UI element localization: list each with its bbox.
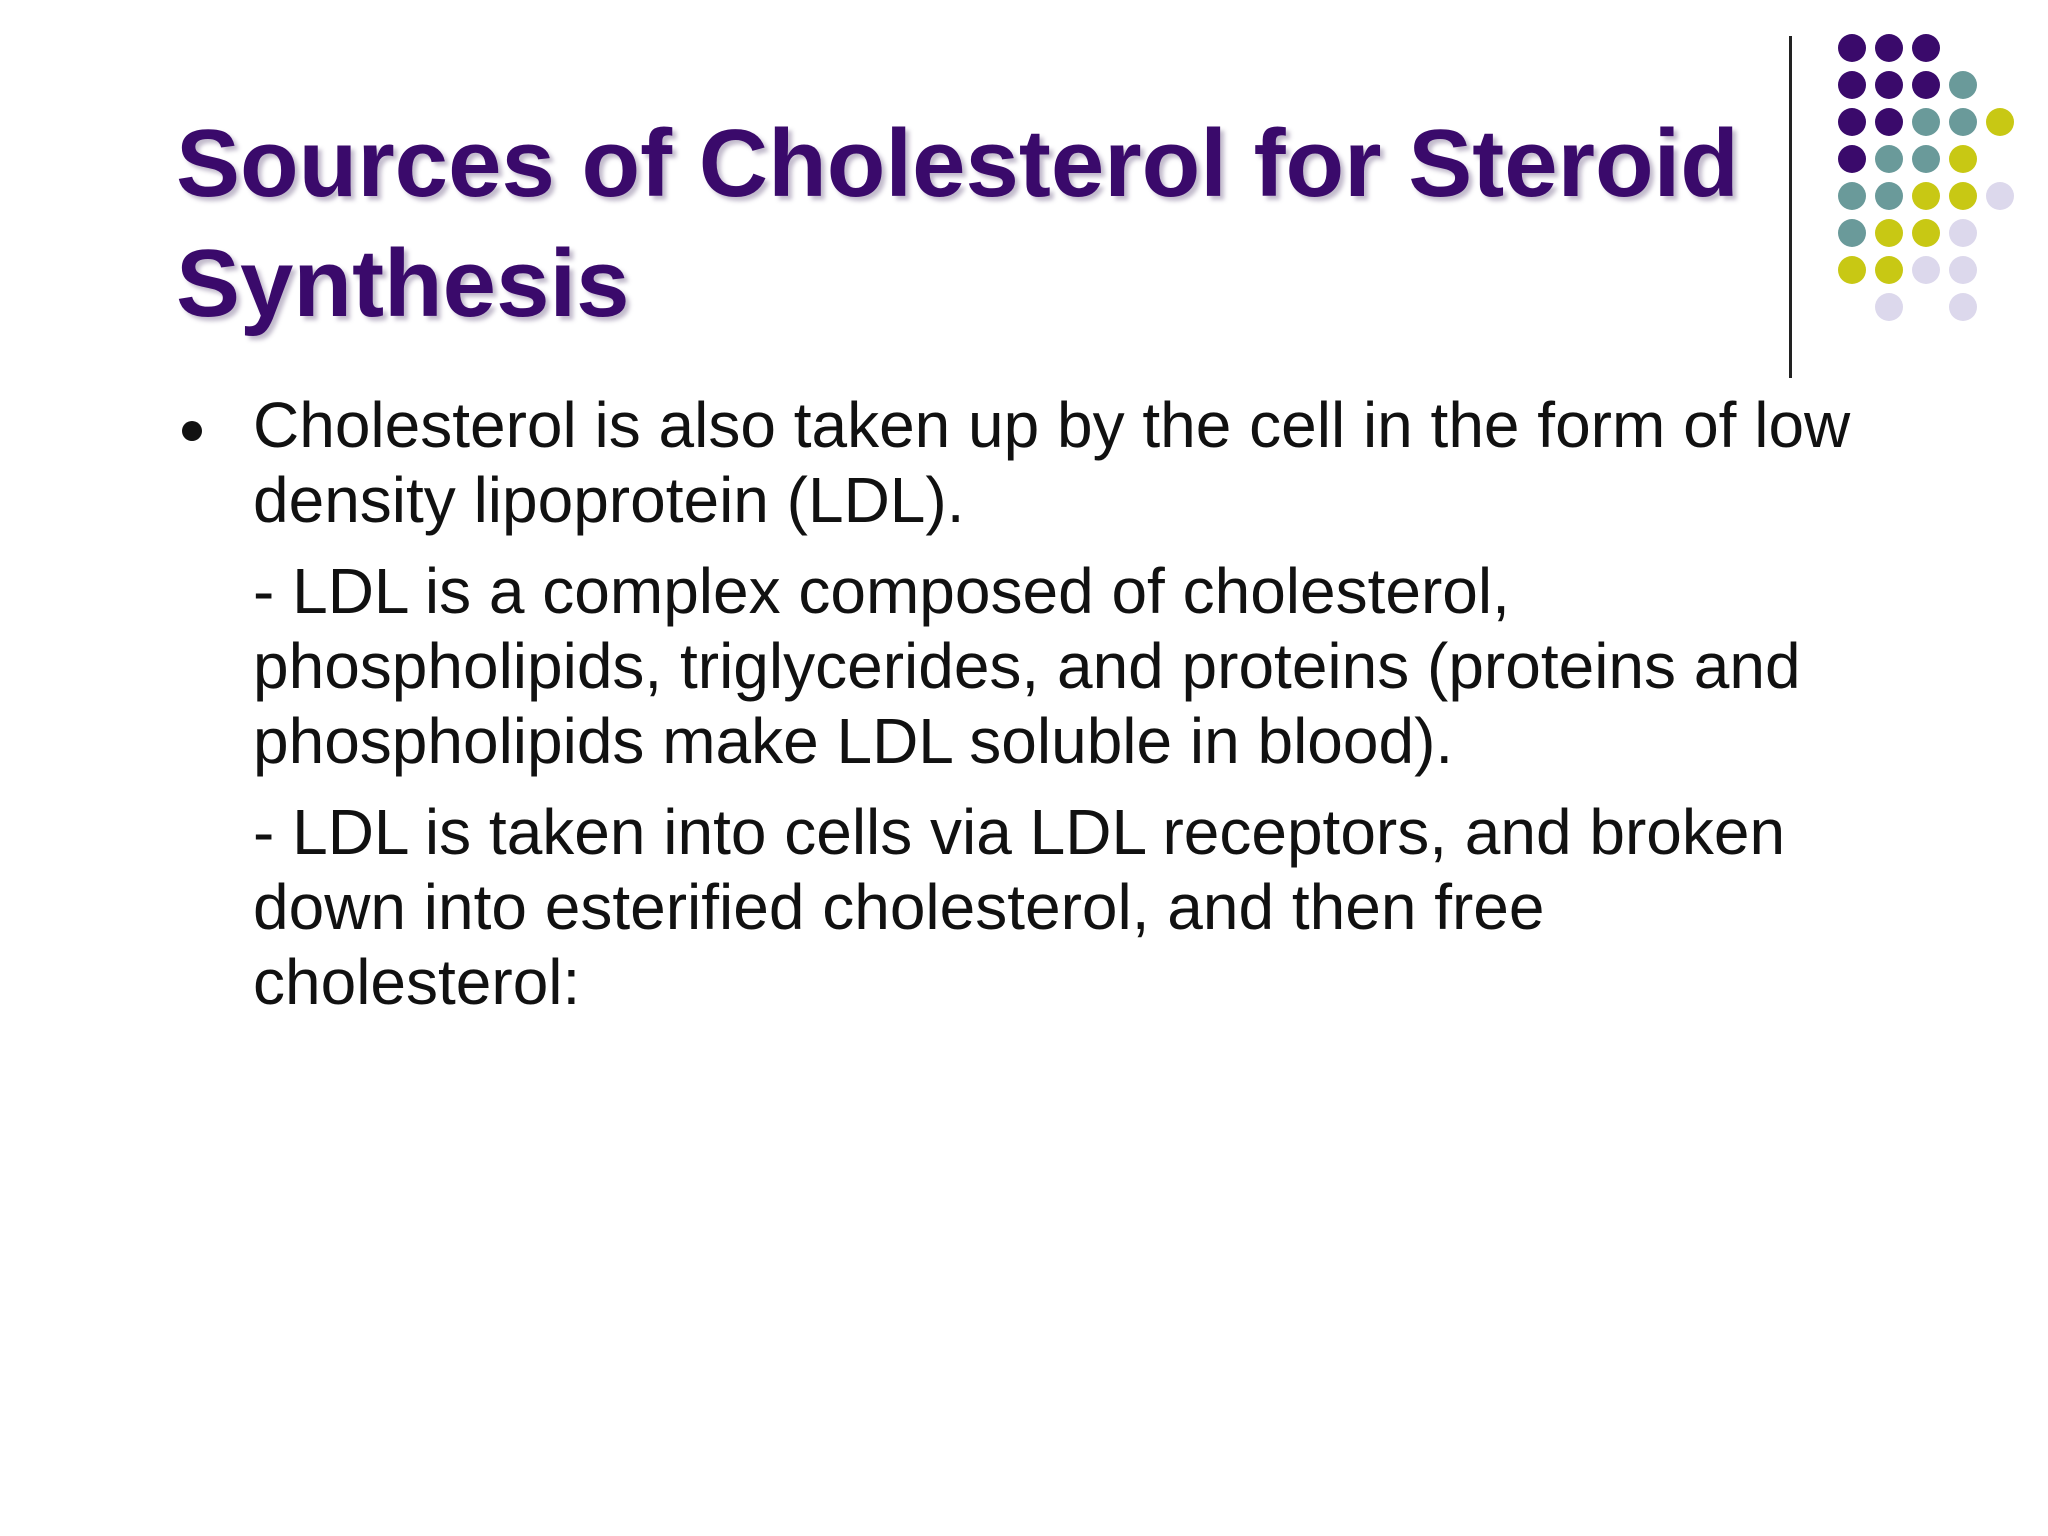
sub-paragraph-text: - LDL is taken into cells via LDL receptors, and broken down into esterified cholesterol, and then free cholesterol: [253,796,1786,1018]
grid-dot [1986,108,2014,136]
grid-dot [1838,219,1866,247]
grid-dot [1875,108,1903,136]
grid-dot [1875,219,1903,247]
grid-dot [1912,108,1940,136]
grid-dot [1949,145,1977,173]
grid-dot [1875,71,1903,99]
grid-dot [1838,108,1866,136]
grid-dot [1912,71,1940,99]
grid-dot [1875,256,1903,284]
grid-dot [1912,145,1940,173]
grid-dot [1875,182,1903,210]
slide-title: Sources of Cholesterol for Steroid Synthesis [176,110,1739,337]
slide-body [176,388,1876,1020]
sub-paragraph-ldl-composition [176,554,1876,779]
grid-dot [1875,293,1903,321]
grid-dot [1838,182,1866,210]
grid-dot [1838,145,1866,173]
grid-dot [1986,182,2014,210]
grid-dot [1875,34,1903,62]
grid-dot [1838,71,1866,99]
grid-dot [1875,145,1903,173]
grid-dot [1949,293,1977,321]
bullet-item [176,388,1876,538]
sub-paragraph-ldl-uptake [176,795,1876,1020]
title-divider-line [1789,36,1792,378]
grid-dot [1949,71,1977,99]
grid-dot [1912,256,1940,284]
grid-dot [1838,256,1866,284]
grid-dot [1949,108,1977,136]
sub-paragraph-text: - LDL is a complex composed of cholesterol, phospholipids, triglycerides, and proteins (proteins and phospholipids make LDL soluble in blood). [253,555,1801,777]
bullet-dot-icon [182,421,202,441]
grid-dot [1949,256,1977,284]
grid-dot [1949,182,1977,210]
grid-dot [1912,219,1940,247]
grid-dot [1949,219,1977,247]
bullet-text: Cholesterol is also taken up by the cell in the form of low density lipoprotein (LDL). [253,389,1851,536]
grid-dot [1838,34,1866,62]
grid-dot [1912,182,1940,210]
grid-dot [1912,34,1940,62]
